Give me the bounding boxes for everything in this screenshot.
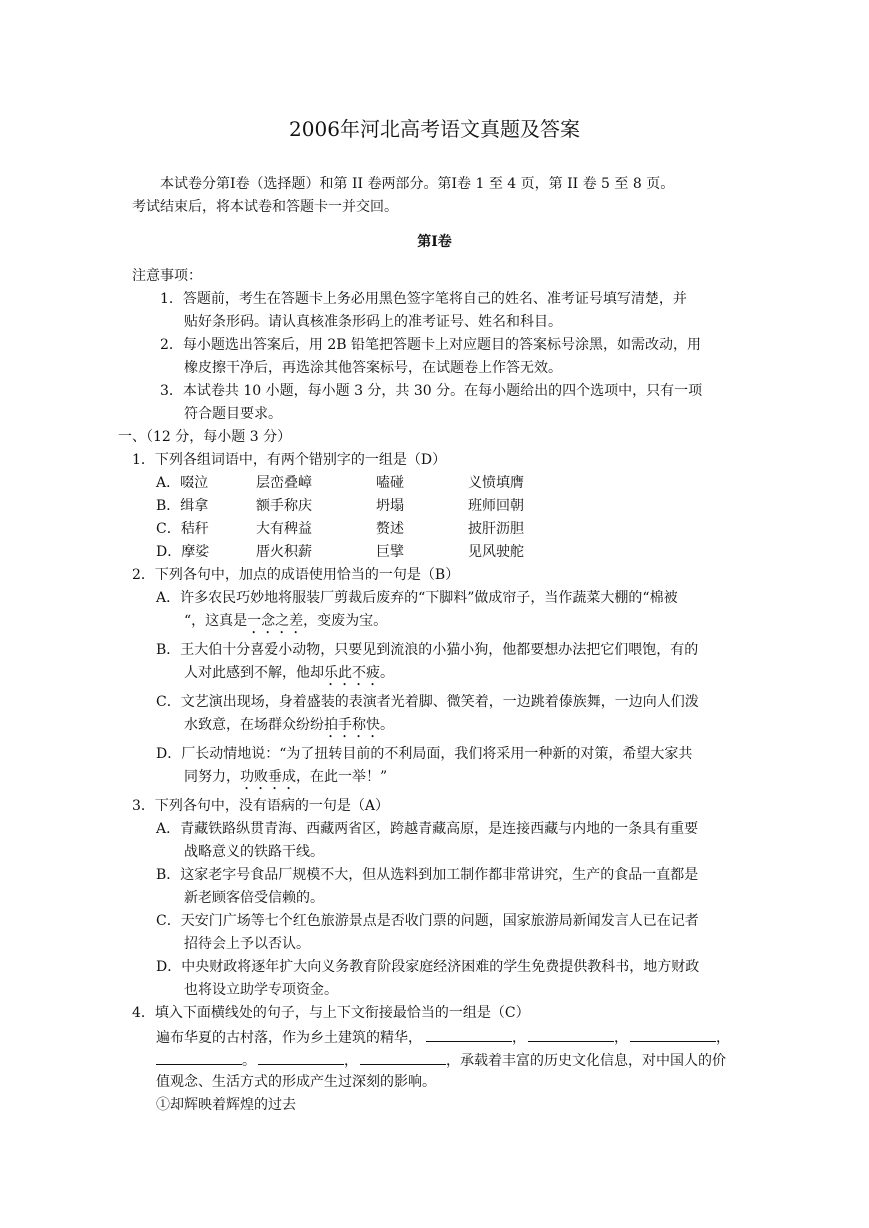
q1-option-c-word-1: C．秸秆 [156, 521, 209, 537]
q4-comma: ， [512, 1030, 526, 1046]
q1-option-b-word-1: B．缉拿 [156, 498, 209, 514]
q1-option-d-word-2: 厝火积薪 [256, 544, 312, 560]
q4-passage-line-1 [156, 1027, 730, 1047]
q3-option-c-line-1: C．天安门广场等七个红色旅游景点是否收门票的问题，国家旅游局新闻发言人已在记者 [156, 913, 699, 929]
q1-option-c-word-2: 大有稗益 [256, 521, 312, 537]
q3-option-a-line-1: A．青藏铁路纵贯青海、西藏两省区，跨越青藏高原，是连接西藏与内地的一条具有重要 [156, 821, 699, 837]
q2-option-a-line-1: A．许多农民巧妙地将服装厂剪裁后废弃的“下脚料”做成帘子，当作蔬菜大棚的“棉被 [156, 590, 678, 606]
q4-blank-2 [528, 1027, 614, 1042]
q1-option-b-word-2: 额手称庆 [256, 498, 312, 514]
q1-option-a-word-2: 层峦叠嶂 [256, 475, 312, 491]
q1-option-d-word-4: 见风驶舵 [468, 544, 524, 560]
section-heading: 第Ⅰ卷 [417, 234, 452, 250]
q4-comma: ， [344, 1053, 358, 1069]
q2-option-d-line-2 [184, 768, 387, 793]
q4-comma: ， [614, 1030, 628, 1046]
q2-option-c-line-2 [184, 716, 394, 741]
q2-option-a-text: “，这真是 [184, 613, 248, 629]
q1-option-b-word-4: 班师回朝 [468, 498, 524, 514]
q2-option-c-text: 水致意，在场群众纷纷 [184, 717, 324, 733]
q4-period: 。 [242, 1053, 256, 1069]
q4-passage-line-3: 值观念、生活方式的形成产生过深刻的影响。 [156, 1074, 436, 1090]
q3-option-c-line-2: 招待会上予以否认。 [184, 936, 310, 952]
notice-item-3-line-2: 符合题目要求。 [184, 406, 282, 422]
q4-passage-line-2 [156, 1050, 726, 1070]
q2-option-a-idiom: 一念之差 [247, 613, 304, 629]
q4-comma: ， [716, 1030, 730, 1046]
notice-item-1-line-2: 贴好条形码。请认真核准条形码上的准考证号、姓名和科目。 [184, 314, 562, 330]
q4-blank-3 [630, 1027, 716, 1042]
q4-blank-1 [426, 1027, 512, 1042]
q1-stem: 1．下列各组词语中，有两个错别字的一组是（D） [132, 452, 447, 468]
q1-option-row [156, 520, 524, 538]
q2-option-a-line-2 [184, 612, 387, 637]
q1-option-row [156, 543, 524, 561]
q2-option-d-text-end: ，在此一举！” [296, 769, 388, 785]
q1-option-d-word-3: 巨擘 [376, 544, 404, 560]
q4-passage-text-end: ，承载着丰富的历史文化信息，对中国人的价 [446, 1053, 726, 1069]
q2-option-b-line-2 [184, 664, 394, 689]
q2-option-c-line-1: C．文艺演出现场，身着盛装的表演者光着脚、微笑着，一边跳着傣族舞，一边向人们泼 [156, 694, 699, 710]
q2-option-b-idiom: 乐此不疲 [324, 665, 380, 681]
q1-option-a-word-4: 义愤填膺 [468, 475, 524, 491]
q2-option-c-text-end: 。 [380, 717, 394, 733]
q1-option-c-word-3: 赘述 [376, 521, 404, 537]
q2-option-d-line-1: D．厂长动情地说：“为了扭转目前的不利局面，我们将采用一种新的对策，希望大家共 [156, 746, 693, 762]
part-one-heading: 一、（12 分，每小题 3 分） [118, 429, 292, 445]
q1-option-row [156, 474, 524, 492]
q2-stem: 2．下列各句中，加点的成语使用恰当的一句是（B） [132, 567, 460, 583]
q2-option-d-idiom: 功败垂成 [240, 769, 296, 785]
q3-stem: 3．下列各句中，没有语病的一句是（A） [132, 798, 390, 814]
q2-option-a-text-end: ，变废为宝。 [303, 613, 388, 629]
q4-option-1: ①却辉映着辉煌的过去 [156, 1097, 296, 1113]
q1-option-a-word-3: 嗑碰 [376, 475, 404, 491]
notice-item-1-line-1: 1．答题前，考生在答题卡上务必用黑色签字笔将自己的姓名、准考证号填写清楚，并 [160, 291, 687, 307]
notice-item-3-line-1: 3．本试卷共 10 小题，每小题 3 分，共 30 分。在每小题给出的四个选项中，只有一项 [160, 383, 703, 399]
q4-stem: 4．填入下面横线处的句子，与上下文衔接最恰当的一组是（C） [132, 1005, 530, 1021]
q3-option-b-line-2: 新老顾客倍受信赖的。 [184, 890, 324, 906]
q1-option-d-word-1: D．摩娑 [156, 544, 210, 560]
q4-blank-6 [360, 1050, 446, 1065]
notice-item-2-line-2: 橡皮擦干净后，再选涂其他答案标号，在试题卷上作答无效。 [184, 360, 562, 376]
q2-option-c-idiom: 拍手称快 [324, 717, 380, 733]
intro-line-1: 本试卷分第Ⅰ卷（选择题）和第 II 卷两部分。第Ⅰ卷 1 至 4 页，第 II 卷 5 至 8 页。 [160, 176, 675, 192]
notice-item-2-line-1: 2．每小题选出答案后，用 2B 铅笔把答题卡上对应题目的答案标号涂黑，如需改动，用 [160, 337, 702, 353]
intro-line-2: 考试结束后，将本试卷和答题卡一并交回。 [132, 199, 398, 215]
q1-option-c-word-4: 披肝沥胆 [468, 521, 524, 537]
q3-option-d-line-1: D．中央财政将逐年扩大向义务教育阶段家庭经济困难的学生免费提供教科书，地方财政 [156, 959, 700, 975]
q4-passage-text: 遍布华夏的古村落，作为乡土建筑的精华， [156, 1030, 422, 1046]
q2-option-b-line-1: B．王大伯十分喜爱小动物，只要见到流浪的小猫小狗，他都要想办法把它们喂饱，有的 [156, 642, 699, 658]
q1-option-row [156, 497, 524, 515]
q1-option-a-word-1: A．啜泣 [156, 475, 209, 491]
q3-option-a-line-2: 战略意义的铁路干线。 [184, 844, 324, 860]
q2-option-d-text: 同努力， [184, 769, 240, 785]
notice-heading: 注意事项： [132, 268, 202, 284]
q1-option-b-word-3: 坍塌 [376, 498, 404, 514]
document-title: 2006年河北高考语文真题及答案 [289, 117, 580, 141]
q4-blank-5 [258, 1050, 344, 1065]
q2-option-b-text: 人对此感到不解，他却 [184, 665, 324, 681]
q3-option-b-line-1: B．这家老字号食品厂规模不大，但从选料到加工制作都非常讲究，生产的食品一直都是 [156, 867, 699, 883]
q4-blank-4 [156, 1050, 242, 1065]
q2-option-b-text-end: 。 [380, 665, 394, 681]
q3-option-d-line-2: 也将设立助学专项资金。 [184, 982, 338, 998]
